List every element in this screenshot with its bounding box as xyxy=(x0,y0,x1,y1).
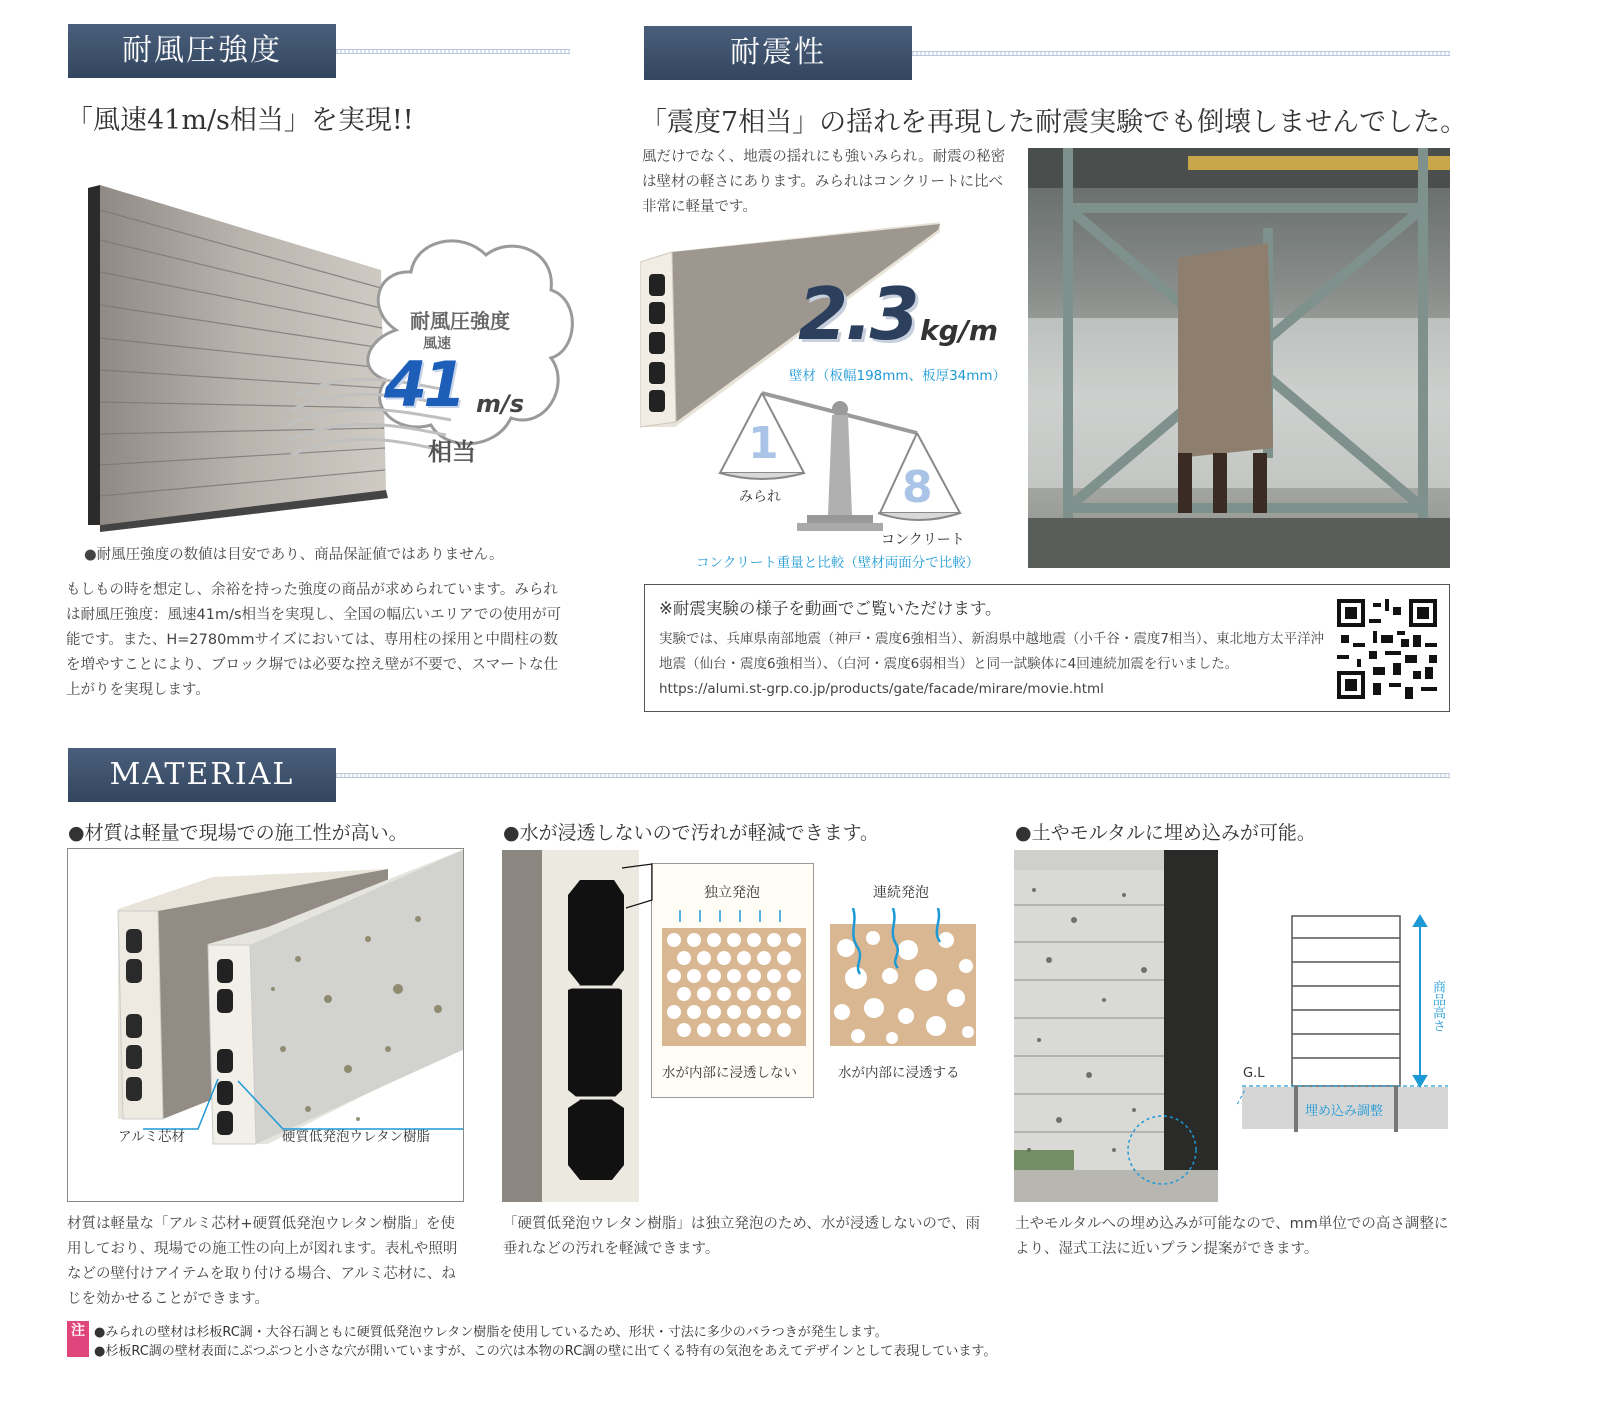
wind-section-rule xyxy=(336,49,570,54)
wind-badge-value: 41 xyxy=(384,348,463,421)
wind-section-title: 耐風圧強度 xyxy=(68,24,336,78)
material-col3-title: ●土やモルタルに埋め込みが可能。 xyxy=(1015,822,1316,844)
quake-headline: 「震度7相当」の揺れを再現した耐震実験でも倒壊しませんでした。 xyxy=(640,107,1468,138)
wind-badge-unit: m/s xyxy=(476,390,525,418)
material-section-rule xyxy=(336,773,1450,778)
video-body: 実験では、兵庫県南部地震（神戸・震度6強相当）、新潟県中越地震（小千谷・震度7相当）、東北地方太平洋沖地震（仙台・震度6強相当）、（白河・震度6弱相当）と同一試験体に4回連続加震を行いました。 xyxy=(659,631,1325,672)
wind-headline: 「風速41m/s相当」を実現!! xyxy=(66,105,414,136)
material-col1-figure xyxy=(67,848,464,1202)
quake-body: 風だけでなく、地震の揺れにも強いみられ。耐震の秘密は壁材の軽さにあります。みられはコンクリートに比べ非常に軽量です。 xyxy=(642,149,1006,215)
weight-unit: kg/m xyxy=(920,314,999,347)
scale-right-value: 8 xyxy=(902,462,933,513)
label-urethane-resin: 硬質低発泡ウレタン樹脂 xyxy=(282,1129,430,1145)
note-badge: 注 xyxy=(67,1321,89,1357)
quake-section-title: 耐震性 xyxy=(644,26,912,80)
open-foam-title: 連続発泡 xyxy=(873,885,929,901)
seismic-test-photo xyxy=(1028,148,1450,568)
weight-caption: 壁材（板幅198mm、板厚34mm） xyxy=(789,368,1007,384)
quake-section-rule xyxy=(912,51,1450,56)
stone-wall-photo xyxy=(1014,850,1218,1202)
scale-caption: コンクリート重量と比較（壁材両面分で比較） xyxy=(696,555,980,571)
material-col2-title: ●水が浸透しないので汚れが軽減できます。 xyxy=(503,822,880,844)
foam-comparison-panel xyxy=(651,863,814,1098)
wind-body: もしもの時を想定し、余裕を持った強度の商品が求められています。みられは耐風圧強度：風速41m/s相当を実現し、全国の幅広いエリアでの使用が可能です。また、H=2780mmサイズにおいては、専用柱の採用と中間柱の数を増やすことにより、ブロック塀では必要な控え壁が不要で、スマートな仕上がりを実現します。 xyxy=(66,582,561,698)
video-title: ※耐震実験の様子を動画でご覧いただけます。 xyxy=(659,599,1002,618)
footer-note-1: ●みられの壁材は杉板RC調・大谷石調ともに硬質低発泡ウレタン樹脂を使用しているため、形状・寸法に多少のバラつきが発生します。 xyxy=(94,1325,888,1340)
footer-note-2: ●杉板RC調の壁材表面にぷつぷつと小さな穴が開いていますが、この穴は本物のRC調の壁に出てくる特有の気泡をあえてデザインとして表現しています。 xyxy=(94,1344,997,1359)
open-foam-diagram xyxy=(828,908,978,1048)
open-foam-caption: 水が内部に浸透する xyxy=(838,1065,960,1081)
wind-badge-sub: 風速 xyxy=(423,336,451,352)
label-aluminum-core: アルミ芯材 xyxy=(118,1129,185,1145)
video-info-box xyxy=(644,584,1450,712)
scale-left-label: みられ xyxy=(739,489,781,505)
material-col2-body: 「硬質低発泡ウレタン樹脂」は独立発泡のため、水が浸透しないので、雨垂れなどの汚れを軽減できます。 xyxy=(503,1216,981,1257)
material-col3-body: 土やモルタルへの埋め込みが可能なので、mm単位での高さ調整により、湿式工法に近いプラン提案ができます。 xyxy=(1015,1216,1449,1257)
closed-foam-caption: 水が内部に浸透しない xyxy=(662,1065,797,1081)
material-col1-title: ●材質は軽量で現場での施工性が高い。 xyxy=(68,822,408,844)
wind-note: ●耐風圧強度の数値は目安であり、商品保証値ではありません。 xyxy=(84,547,504,563)
material-section-title: MATERIAL xyxy=(68,748,336,802)
scale-right-label: コンクリート xyxy=(881,532,965,548)
wind-badge-suffix: 相当 xyxy=(428,438,476,466)
callout-lines xyxy=(620,860,660,920)
video-url-link[interactable]: https://alumi.st-grp.co.jp/products/gate/facade/mirare/movie.html xyxy=(659,681,1104,697)
closed-foam-diagram xyxy=(660,908,808,1048)
wall-panel-illustration xyxy=(66,180,586,540)
embed-label: 埋め込み調整 xyxy=(1305,1104,1384,1119)
board-profile-photo xyxy=(502,850,639,1202)
gl-label: G.L xyxy=(1243,1066,1265,1081)
weight-value: 2.3 xyxy=(798,272,917,356)
material-col1-body: 材質は軽量な「アルミ芯材+硬質低発泡ウレタン樹脂」を使用しており、現場での施工性の向上が図れます。表札や照明などの壁付けアイテムを取り付ける場合、アルミ芯材に、ねじを効かせることができます。 xyxy=(67,1216,458,1307)
wind-badge-title: 耐風圧強度 xyxy=(410,309,510,333)
height-label: 商品高さ xyxy=(1430,980,1445,1032)
scale-left-value: 1 xyxy=(748,418,779,469)
qr-code-icon[interactable] xyxy=(1337,599,1437,699)
closed-foam-title: 独立発泡 xyxy=(704,885,760,901)
